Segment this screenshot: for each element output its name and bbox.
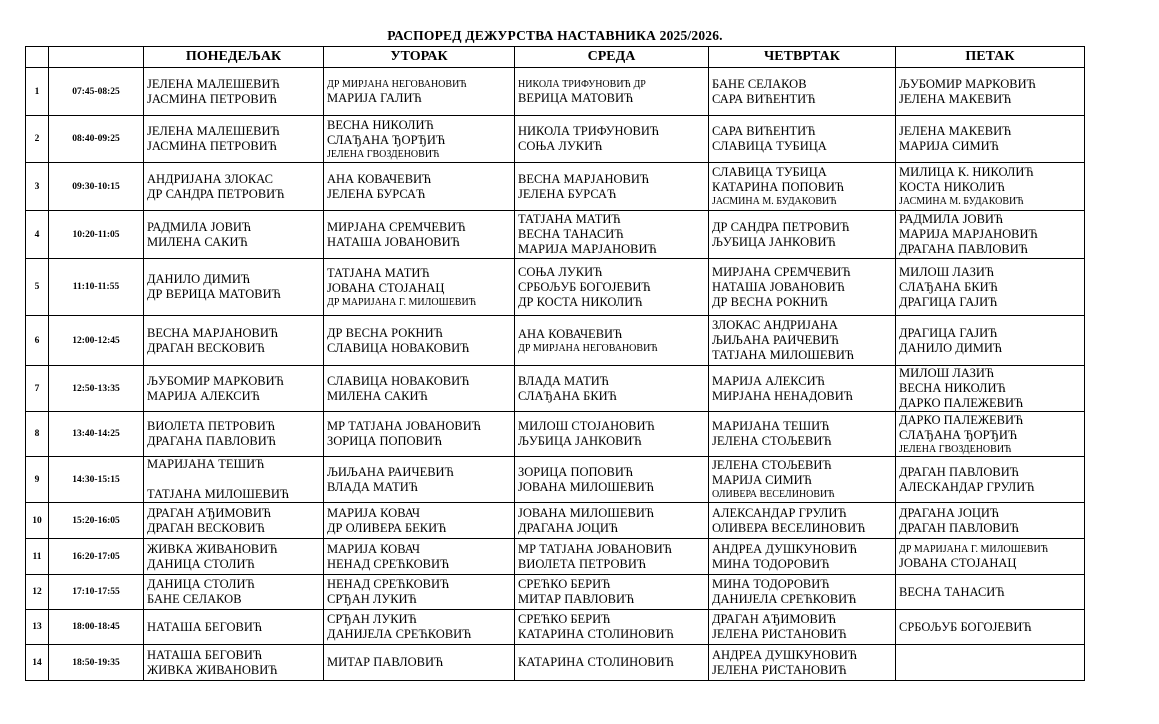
duty-cell-friday bbox=[896, 259, 1085, 316]
period-time: 16:20-17:05 bbox=[49, 539, 144, 575]
period-number: 5 bbox=[26, 259, 49, 316]
teacher-name: СЛАЂАНА БКИЋ bbox=[518, 388, 617, 403]
duty-cell-wednesday bbox=[515, 68, 709, 116]
period-time: 18:50-19:35 bbox=[49, 645, 144, 681]
teacher-name: МИТАР ПАВЛОВИЋ bbox=[518, 592, 635, 606]
teacher-name: ЈОВАНА МИЛОШЕВИЋ bbox=[518, 479, 655, 494]
duty-cell-thursday bbox=[709, 316, 896, 366]
duty-cell-thursday bbox=[709, 366, 896, 412]
teacher-name: ЈОВАНА СТОЈАНАЦ bbox=[327, 280, 445, 295]
duty-cell-tuesday bbox=[324, 503, 515, 539]
teacher-name: ЗЛОКАС АНДРИЈАНА bbox=[712, 318, 838, 332]
table-row bbox=[26, 116, 1085, 163]
teacher-name: МИЛЕНА САКИЋ bbox=[147, 234, 248, 249]
duty-cell-monday bbox=[144, 116, 324, 163]
table-row bbox=[26, 539, 1085, 575]
teacher-name: МАРИЈА ГАЛИЋ bbox=[327, 90, 422, 105]
teacher-name: ЈЕЛЕНА МАКЕВИЋ bbox=[899, 124, 1012, 138]
teacher-name: ЈЕЛЕНА МАКЕВИЋ bbox=[899, 91, 1012, 106]
teacher-name: ДР ОЛИВЕРА БЕКИЋ bbox=[327, 520, 447, 535]
teacher-name: МАРИЈА МАРЈАНОВИЋ bbox=[899, 227, 1038, 241]
teacher-name: ЈАСМИНА ПЕТРОВИЋ bbox=[147, 139, 277, 153]
teacher-name: РАДМИЛА ЈОВИЋ bbox=[899, 212, 1004, 226]
period-time: 15:20-16:05 bbox=[49, 503, 144, 539]
duty-cell-tuesday bbox=[324, 645, 515, 681]
duty-cell-thursday bbox=[709, 503, 896, 539]
period-number: 10 bbox=[26, 503, 49, 539]
teacher-name: КОСТА НИКОЛИЋ bbox=[899, 180, 1005, 194]
teacher-name: МР ТАТЈАНА ЈОВАНОВИЋ bbox=[327, 419, 481, 433]
teacher-name: САРА ВИЋЕНТИЋ bbox=[712, 124, 816, 138]
duty-cell-friday bbox=[896, 645, 1085, 681]
teacher-name: СРЂАН ЛУКИЋ bbox=[327, 592, 417, 606]
teacher-name: ЗОРИЦА ПОПОВИЋ bbox=[327, 434, 443, 448]
duty-cell-friday bbox=[896, 366, 1085, 412]
duty-cell-friday bbox=[896, 457, 1085, 503]
period-time: 13:40-14:25 bbox=[49, 412, 144, 457]
teacher-name: ДАНИЦА СТОЛИЋ bbox=[147, 556, 255, 571]
teacher-name: ЉИЉАНА РАИЧЕВИЋ bbox=[327, 464, 454, 479]
teacher-name: ДР МИРЈАНА НЕГОВАНОВИЋ bbox=[518, 342, 658, 354]
teacher-name: НАТАША БЕГОВИЋ bbox=[147, 619, 263, 634]
teacher-name: САРА ВИЋЕНТИЋ bbox=[712, 91, 816, 106]
teacher-name: ДАРКО ПАЛЕЖЕВИЋ bbox=[899, 396, 1024, 410]
teacher-name: МИРЈАНА СРЕМЧЕВИЋ bbox=[712, 264, 851, 279]
teacher-name: ВЕСНА НИКОЛИЋ bbox=[899, 381, 1006, 395]
teacher-name: АНА КОВАЧЕВИЋ bbox=[327, 171, 432, 186]
teacher-name: СРЂАН ЛУКИЋ bbox=[327, 612, 417, 626]
duty-cell-thursday bbox=[709, 610, 896, 645]
teacher-name: ДРАГАНА ПАВЛОВИЋ bbox=[147, 434, 277, 448]
teacher-name: АНДРИЈАНА ЗЛОКАС bbox=[147, 171, 273, 186]
duty-cell-friday bbox=[896, 68, 1085, 116]
duty-cell-wednesday bbox=[515, 610, 709, 645]
teacher-name: СЛАЂАНА ЂОРЂИЋ bbox=[899, 427, 1018, 442]
teacher-name: ВЕРИЦА МАТОВИЋ bbox=[518, 90, 634, 105]
teacher-name: МАРИЈА СИМИЋ bbox=[899, 139, 999, 153]
teacher-name: ВЛАДА МАТИЋ bbox=[327, 479, 419, 494]
teacher-name: НЕНАД СРЕЋКОВИЋ bbox=[327, 556, 450, 571]
teacher-name: ДАНИЦА СТОЛИЋ bbox=[147, 577, 255, 591]
period-time: 14:30-15:15 bbox=[49, 457, 144, 503]
table-row bbox=[26, 645, 1085, 681]
teacher-name: ЈОВАНА МИЛОШЕВИЋ bbox=[518, 505, 655, 520]
duty-cell-wednesday bbox=[515, 259, 709, 316]
teacher-name: МИНА ТОДОРОВИЋ bbox=[712, 556, 830, 571]
teacher-name: ДРАГАН ПАВЛОВИЋ bbox=[899, 464, 1020, 479]
teacher-name: ВИОЛЕТА ПЕТРОВИЋ bbox=[518, 556, 647, 571]
teacher-name: ЖИВКА ЖИВАНОВИЋ bbox=[147, 541, 278, 556]
table-row bbox=[26, 211, 1085, 259]
duty-cell-monday bbox=[144, 539, 324, 575]
teacher-name: ЈЕЛЕНА РИСТАНОВИЋ bbox=[712, 662, 847, 677]
teacher-name: ЈЕЛЕНА МАЛЕШЕВИЋ bbox=[147, 76, 280, 91]
duty-cell-friday bbox=[896, 412, 1085, 457]
teacher-name: ДРАГИЦА ГАЈИЋ bbox=[899, 325, 998, 340]
teacher-name: СЛАВИЦА ТУБИЦА bbox=[712, 165, 827, 179]
teacher-name: ВЕСНА МАРЈАНОВИЋ bbox=[518, 171, 650, 186]
duty-cell-friday bbox=[896, 503, 1085, 539]
teacher-name: МИРЈАНА НЕНАДОВИЋ bbox=[712, 388, 854, 403]
teacher-name: МИЛОШ СТОЈАНОВИЋ bbox=[518, 419, 655, 433]
teacher-name: ЈЕЛЕНА РИСТАНОВИЋ bbox=[712, 627, 847, 641]
teacher-name: СРБОЉУБ БОГОЈЕВИЋ bbox=[518, 279, 651, 294]
teacher-name: ДАНИЈЕЛА СРЕЋКОВИЋ bbox=[327, 627, 472, 641]
duty-cell-wednesday bbox=[515, 457, 709, 503]
duty-cell-friday bbox=[896, 163, 1085, 211]
teacher-name: ДРАГАН АЂИМОВИЋ bbox=[147, 505, 272, 520]
teacher-name: ДР МАРИЈАНА Г. МИЛОШЕВИЋ bbox=[327, 296, 477, 308]
duty-cell-tuesday bbox=[324, 575, 515, 610]
duty-cell-thursday bbox=[709, 163, 896, 211]
teacher-name: ДРАГАН ПАВЛОВИЋ bbox=[899, 520, 1020, 535]
teacher-name: ДР МИРЈАНА НЕГОВАНОВИЋ bbox=[327, 78, 467, 90]
duty-cell-monday bbox=[144, 575, 324, 610]
period-number: 11 bbox=[26, 539, 49, 575]
teacher-name: ДАНИЈЕЛА СРЕЋКОВИЋ bbox=[712, 592, 857, 606]
table-row bbox=[26, 68, 1085, 116]
teacher-name: ДАНИЛО ДИМИЋ bbox=[899, 340, 1003, 355]
duty-cell-thursday bbox=[709, 575, 896, 610]
duty-cell-wednesday bbox=[515, 645, 709, 681]
duty-cell-thursday bbox=[709, 457, 896, 503]
table-row bbox=[26, 610, 1085, 645]
teacher-name: ДР МАРИЈАНА Г. МИЛОШЕВИЋ bbox=[899, 543, 1049, 555]
period-number: 9 bbox=[26, 457, 49, 503]
teacher-name: МИЛЕНА САКИЋ bbox=[327, 388, 428, 403]
teacher-name: ВИОЛЕТА ПЕТРОВИЋ bbox=[147, 419, 276, 433]
teacher-name: ЉУБОМИР МАРКОВИЋ bbox=[899, 76, 1036, 91]
teacher-name: КАТАРИНА ПОПОВИЋ bbox=[712, 180, 845, 194]
teacher-name: МАРИЈА СИМИЋ bbox=[712, 473, 812, 487]
period-number: 1 bbox=[26, 68, 49, 116]
teacher-name: ДРАГАНА ЈОЦИЋ bbox=[899, 505, 1000, 520]
document-title: РАСПОРЕД ДЕЖУРСТВА НАСТАВНИКА 2025/2026. bbox=[387, 28, 723, 43]
teacher-name: МР ТАТЈАНА ЈОВАНОВИЋ bbox=[518, 541, 672, 556]
teacher-name: ДРАГАН АЂИМОВИЋ bbox=[712, 612, 837, 626]
teacher-name: ЈЕЛЕНА ГВОЗДЕНОВИЋ bbox=[899, 443, 1012, 455]
duty-cell-tuesday bbox=[324, 211, 515, 259]
teacher-name: ТАТЈАНА МИЛОШЕВИЋ bbox=[147, 487, 290, 501]
teacher-name: РАДМИЛА ЈОВИЋ bbox=[147, 219, 252, 234]
duty-cell-wednesday bbox=[515, 316, 709, 366]
teacher-name: ЈАСМИНА М. БУДАКОВИЋ bbox=[899, 196, 1024, 207]
teacher-name: ЈАСМИНА М. БУДАКОВИЋ bbox=[712, 196, 837, 207]
teacher-name: МИНА ТОДОРОВИЋ bbox=[712, 577, 830, 591]
teacher-name: ЈЕЛЕНА БУРСАЋ bbox=[327, 186, 426, 201]
teacher-name: ТАТЈАНА МИЛОШЕВИЋ bbox=[712, 348, 855, 362]
teacher-name: ВЕСНА ТАНАСИЋ bbox=[518, 227, 624, 241]
teacher-name: МАРИЈАНА ТЕШИЋ bbox=[147, 457, 265, 471]
duty-cell-monday bbox=[144, 645, 324, 681]
teacher-name: ДРАГАНА ЈОЦИЋ bbox=[518, 520, 619, 535]
table-row bbox=[26, 366, 1085, 412]
period-number: 13 bbox=[26, 610, 49, 645]
teacher-name: ВЛАДА МАТИЋ bbox=[518, 373, 610, 388]
teacher-name: НАТАША ЈОВАНОВИЋ bbox=[712, 279, 845, 294]
period-number: 3 bbox=[26, 163, 49, 211]
duty-cell-thursday bbox=[709, 116, 896, 163]
teacher-name: СОЊА ЛУКИЋ bbox=[518, 139, 603, 153]
teacher-name: МИЛОШ ЛАЗИЋ bbox=[899, 366, 995, 380]
teacher-name: СЛАЂАНА ЂОРЂИЋ bbox=[327, 132, 446, 147]
period-time: 12:50-13:35 bbox=[49, 366, 144, 412]
duty-cell-tuesday bbox=[324, 366, 515, 412]
teacher-name: ДРАГАНА ПАВЛОВИЋ bbox=[899, 242, 1029, 256]
duty-cell-thursday bbox=[709, 412, 896, 457]
teacher-name: ОЛИВЕРА ВЕСЕЛИНОВИЋ bbox=[712, 520, 866, 535]
duty-cell-monday bbox=[144, 163, 324, 211]
duty-cell-friday bbox=[896, 316, 1085, 366]
teacher-name: МИЛИЦА К. НИКОЛИЋ bbox=[899, 165, 1034, 179]
teacher-name: СЛАВИЦА ТУБИЦА bbox=[712, 139, 827, 153]
teacher-name bbox=[147, 472, 320, 487]
duty-cell-monday bbox=[144, 259, 324, 316]
teacher-name: СОЊА ЛУКИЋ bbox=[518, 264, 603, 279]
duty-cell-friday bbox=[896, 539, 1085, 575]
teacher-name: ЈАСМИНА ПЕТРОВИЋ bbox=[147, 91, 277, 106]
duty-cell-monday bbox=[144, 68, 324, 116]
duty-cell-friday bbox=[896, 116, 1085, 163]
teacher-name: ЈЕЛЕНА СТОЉЕВИЋ bbox=[712, 434, 832, 448]
teacher-name: ВЕСНА НИКОЛИЋ bbox=[327, 117, 434, 132]
duty-cell-monday bbox=[144, 610, 324, 645]
period-time: 17:10-17:55 bbox=[49, 575, 144, 610]
teacher-name: НАТАША БЕГОВИЋ bbox=[147, 647, 263, 662]
teacher-name: МИЛОШ ЛАЗИЋ bbox=[899, 264, 995, 279]
header-number bbox=[26, 47, 49, 68]
period-time: 12:00-12:45 bbox=[49, 316, 144, 366]
teacher-name: АЛЕСКАНДАР ГРУЛИЋ bbox=[899, 479, 1035, 494]
teacher-name: ДР САНДРА ПЕТРОВИЋ bbox=[147, 186, 285, 201]
duty-cell-wednesday bbox=[515, 366, 709, 412]
teacher-name: КАТАРИНА СТОЛИНОВИЋ bbox=[518, 655, 674, 669]
teacher-name: ДАНИЛО ДИМИЋ bbox=[147, 272, 251, 286]
teacher-name: БАНЕ СЕЛАКОВ bbox=[712, 76, 807, 91]
teacher-name: ДР КОСТА НИКОЛИЋ bbox=[518, 294, 643, 309]
header-day-thursday: ЧЕТВРТАК bbox=[709, 47, 896, 68]
duty-cell-wednesday bbox=[515, 116, 709, 163]
table-row bbox=[26, 457, 1085, 503]
teacher-name: ЉИЉАНА РАИЧЕВИЋ bbox=[712, 333, 839, 347]
duty-cell-tuesday bbox=[324, 610, 515, 645]
period-number: 4 bbox=[26, 211, 49, 259]
teacher-name: ДАРКО ПАЛЕЖЕВИЋ bbox=[899, 412, 1024, 427]
teacher-name: ОЛИВЕРА ВЕСЕЛИНОВИЋ bbox=[712, 489, 835, 500]
duty-cell-friday bbox=[896, 575, 1085, 610]
table-row bbox=[26, 412, 1085, 457]
teacher-name: КАТАРИНА СТОЛИНОВИЋ bbox=[518, 627, 674, 641]
teacher-name: ВЕСНА ТАНАСИЋ bbox=[899, 584, 1005, 599]
table-row bbox=[26, 575, 1085, 610]
teacher-name: СРБОЉУБ БОГОЈЕВИЋ bbox=[899, 619, 1032, 634]
table-row bbox=[26, 503, 1085, 539]
teacher-name: ЖИВКА ЖИВАНОВИЋ bbox=[147, 662, 278, 677]
teacher-name: АНА КОВАЧЕВИЋ bbox=[518, 326, 623, 341]
duty-cell-tuesday bbox=[324, 68, 515, 116]
duty-cell-tuesday bbox=[324, 457, 515, 503]
period-time: 08:40-09:25 bbox=[49, 116, 144, 163]
teacher-name: МИРЈАНА СРЕМЧЕВИЋ bbox=[327, 219, 466, 234]
duty-cell-thursday bbox=[709, 68, 896, 116]
period-time: 18:00-18:45 bbox=[49, 610, 144, 645]
teacher-name: СЛАВИЦА НОВАКОВИЋ bbox=[327, 340, 470, 355]
teacher-name: АНДРЕА ДУШКУНОВИЋ bbox=[712, 647, 858, 662]
teacher-name: ЈЕЛЕНА СТОЉЕВИЋ bbox=[712, 458, 832, 472]
duty-cell-friday bbox=[896, 610, 1085, 645]
duty-cell-thursday bbox=[709, 259, 896, 316]
teacher-name: МАРИЈА АЛЕКСИЋ bbox=[712, 373, 825, 388]
duty-cell-thursday bbox=[709, 211, 896, 259]
period-time: 11:10-11:55 bbox=[49, 259, 144, 316]
teacher-name: ЈОВАНА СТОЈАНАЦ bbox=[899, 555, 1017, 570]
teacher-name: БАНЕ СЕЛАКОВ bbox=[147, 592, 242, 606]
header-day-monday: ПОНЕДЕЉАК bbox=[144, 47, 324, 68]
teacher-name: ДР ВЕСНА РОКНИЋ bbox=[327, 325, 443, 340]
teacher-name: МАРИЈАНА ТЕШИЋ bbox=[712, 419, 830, 433]
duty-cell-tuesday bbox=[324, 316, 515, 366]
period-number: 6 bbox=[26, 316, 49, 366]
duty-cell-wednesday bbox=[515, 575, 709, 610]
teacher-name: ДР ВЕСНА РОКНИЋ bbox=[712, 294, 828, 309]
duty-cell-tuesday bbox=[324, 412, 515, 457]
duty-cell-monday bbox=[144, 503, 324, 539]
teacher-name: ТАТЈАНА МАТИЋ bbox=[327, 265, 430, 280]
duty-cell-wednesday bbox=[515, 539, 709, 575]
teacher-name: ДР ВЕРИЦА МАТОВИЋ bbox=[147, 287, 281, 301]
teacher-name: ВЕСНА МАРЈАНОВИЋ bbox=[147, 325, 279, 340]
teacher-name: СЛАЂАНА БКИЋ bbox=[899, 279, 998, 294]
duty-cell-thursday bbox=[709, 645, 896, 681]
duty-cell-monday bbox=[144, 457, 324, 503]
teacher-name: ДР САНДРА ПЕТРОВИЋ bbox=[712, 219, 850, 234]
header-day-wednesday: СРЕДА bbox=[515, 47, 709, 68]
header-day-tuesday: УТОРАК bbox=[324, 47, 515, 68]
duty-cell-wednesday bbox=[515, 163, 709, 211]
duty-cell-wednesday bbox=[515, 211, 709, 259]
duty-cell-monday bbox=[144, 316, 324, 366]
teacher-name: НИКОЛА ТРИФУНОВИЋ bbox=[518, 124, 660, 138]
teacher-name: ЉУБОМИР МАРКОВИЋ bbox=[147, 373, 284, 388]
header-day-friday: ПЕТАК bbox=[896, 47, 1085, 68]
teacher-name: СРЕЋКО БЕРИЋ bbox=[518, 577, 611, 591]
duty-cell-tuesday bbox=[324, 116, 515, 163]
teacher-name: МАРИЈА МАРЈАНОВИЋ bbox=[518, 242, 657, 256]
header-time bbox=[49, 47, 144, 68]
duty-cell-monday bbox=[144, 366, 324, 412]
duty-cell-thursday bbox=[709, 539, 896, 575]
teacher-name: МАРИЈА КОВАЧ bbox=[327, 541, 420, 556]
teacher-name: АНДРЕА ДУШКУНОВИЋ bbox=[712, 541, 858, 556]
period-number: 12 bbox=[26, 575, 49, 610]
teacher-name: НИКОЛА ТРИФУНОВИЋ ДР bbox=[518, 78, 646, 90]
period-number: 2 bbox=[26, 116, 49, 163]
period-time: 07:45-08:25 bbox=[49, 68, 144, 116]
teacher-name: ЗОРИЦА ПОПОВИЋ bbox=[518, 464, 634, 479]
teacher-name: СРЕЋКО БЕРИЋ bbox=[518, 612, 611, 626]
table-row bbox=[26, 259, 1085, 316]
teacher-name: ЈЕЛЕНА МАЛЕШЕВИЋ bbox=[147, 124, 280, 138]
teacher-name: СЛАВИЦА НОВАКОВИЋ bbox=[327, 373, 470, 388]
teacher-name: МАРИЈА КОВАЧ bbox=[327, 505, 420, 520]
teacher-name: ЉУБИЦА ЈАНКОВИЋ bbox=[712, 234, 836, 249]
teacher-name: ЈЕЛЕНА ГВОЗДЕНОВИЋ bbox=[327, 148, 440, 160]
duty-schedule-table bbox=[25, 46, 1085, 681]
teacher-name: ТАТЈАНА МАТИЋ bbox=[518, 212, 621, 226]
duty-cell-monday bbox=[144, 412, 324, 457]
teacher-name: ДРАГИЦА ГАЈИЋ bbox=[899, 294, 998, 309]
teacher-name: ЈЕЛЕНА БУРСАЋ bbox=[518, 186, 617, 201]
duty-cell-monday bbox=[144, 211, 324, 259]
duty-cell-wednesday bbox=[515, 503, 709, 539]
period-number: 8 bbox=[26, 412, 49, 457]
duty-cell-wednesday bbox=[515, 412, 709, 457]
teacher-name: МИТАР ПАВЛОВИЋ bbox=[327, 655, 444, 669]
duty-cell-tuesday bbox=[324, 259, 515, 316]
period-time: 10:20-11:05 bbox=[49, 211, 144, 259]
teacher-name: НЕНАД СРЕЋКОВИЋ bbox=[327, 577, 450, 591]
duty-cell-friday bbox=[896, 211, 1085, 259]
teacher-name: НАТАША ЈОВАНОВИЋ bbox=[327, 234, 460, 249]
teacher-name: АЛЕКСАНДАР ГРУЛИЋ bbox=[712, 505, 847, 520]
teacher-name: МАРИЈА АЛЕКСИЋ bbox=[147, 388, 260, 403]
teacher-name: ДРАГАН ВЕСКОВИЋ bbox=[147, 340, 265, 355]
teacher-name: ЉУБИЦА ЈАНКОВИЋ bbox=[518, 434, 642, 448]
table-row bbox=[26, 163, 1085, 211]
teacher-name: ДРАГАН ВЕСКОВИЋ bbox=[147, 520, 265, 535]
period-time: 09:30-10:15 bbox=[49, 163, 144, 211]
period-number: 14 bbox=[26, 645, 49, 681]
table-row bbox=[26, 316, 1085, 366]
header-row bbox=[26, 47, 1085, 68]
duty-cell-tuesday bbox=[324, 539, 515, 575]
duty-cell-tuesday bbox=[324, 163, 515, 211]
period-number: 7 bbox=[26, 366, 49, 412]
